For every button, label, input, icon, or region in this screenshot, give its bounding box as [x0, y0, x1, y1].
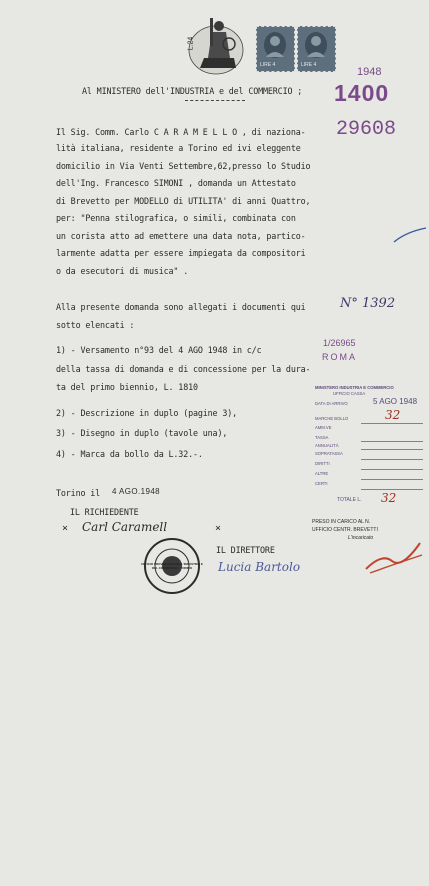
list-item: 3) - Disegno in duplo (tavole una), — [56, 428, 228, 438]
roma-stamp-city: ROMA — [322, 352, 357, 362]
body-line: dell'Ing. Francesco SIMONI , domanda un Attestato — [56, 178, 296, 188]
list-item: 2) - Descrizione in duplo (pagine 3), — [56, 408, 238, 418]
stamp-row: CERTI — [315, 481, 328, 486]
revenue-stamp-value: L.24 — [187, 36, 195, 51]
body-line: domicilio in Via Venti Settembre,62,presso lo Studio — [56, 161, 311, 171]
richiedente-label: IL RICHIEDENTE — [70, 507, 139, 517]
cross-mark: × — [215, 523, 222, 534]
list-item: 4) - Marca da bollo da L.32.-. — [56, 449, 203, 459]
attachments-line: Alla presente domanda sono allegati i documenti qui — [56, 302, 306, 312]
receipt-line: L'incaricato — [348, 535, 374, 541]
stamp-row: ALTRE — [315, 471, 329, 476]
seal-text: UFFICIO PROVINCIALE DELL'INDUSTRIA E DEL COMMERCIO · TORINO — [141, 562, 203, 570]
heading-underline — [185, 100, 245, 101]
official-seal — [143, 537, 201, 595]
direttore-label: IL DIRETTORE — [216, 545, 275, 555]
receipt-line: UFFICIO CENTR. BREVETTI — [312, 527, 378, 533]
pen-mark-icon — [392, 226, 428, 246]
body-line: un corista atto ad emettere una data nota, partico- — [56, 231, 306, 241]
stamp-row: DIRITTI — [315, 461, 330, 466]
stamp-subtitle: UFFICIO CASSA — [333, 391, 366, 396]
postage-stamp-value: LIRE 4 — [260, 62, 276, 68]
stamp-row: ANNUALITÀ — [315, 443, 339, 448]
list-item: della tassa di domanda e di concessione per la dura- — [56, 364, 311, 374]
serial-number: 29608 — [336, 118, 397, 141]
red-signature-icon — [362, 535, 426, 577]
arrival-date: 5 AGO 1948 — [373, 397, 418, 406]
attachments-line: sotto elencati : — [56, 320, 135, 330]
roma-stamp-number: 1/26965 — [323, 338, 356, 348]
portrait-icon — [257, 27, 294, 63]
revenue-stamp — [186, 14, 246, 76]
seated-figure-stamp-icon — [186, 14, 246, 76]
postage-stamp-value: LIRE 4 — [301, 62, 317, 68]
list-item: 1) - Versamento n°93 del 4 AGO 1948 in c/c — [56, 345, 262, 355]
portrait-icon — [298, 27, 335, 63]
body-line: Il Sig. Comm. Carlo C A R A M E L L O , di naziona- — [56, 127, 306, 137]
amm-label: AMM.VE — [315, 425, 332, 430]
page-title: Al MINISTERO dell'INDUSTRIA e del COMMERCIO ; — [82, 86, 303, 96]
handwritten-number: N° 1392 — [340, 296, 396, 311]
postage-stamp — [297, 26, 336, 72]
body-line: lità italiana, residente a Torino ed ivi eleggente — [56, 143, 301, 153]
registry-number: 1400 — [334, 80, 390, 106]
body-line: per: "Penna stilografica, o simili, combinata con — [56, 213, 296, 223]
office-stamp — [313, 385, 427, 505]
body-line: larmente adatta per essere impiegata da compositori — [56, 248, 306, 258]
place-date-label: Torino il — [56, 488, 101, 498]
signature-direttore: Lucia Bartolo — [218, 560, 301, 574]
stamp-title: MINISTERO INDUSTRIA E COMMERCIO — [315, 385, 394, 390]
body-line: o da esecutori di musica" . — [56, 266, 189, 276]
arrival-label: DATA DI ARRIVO — [315, 401, 348, 406]
list-item: ta del primo biennio, L. 1810 — [56, 382, 198, 392]
bollo-value: 32 — [385, 408, 401, 422]
date-stamp: 4 AGO.1948 — [112, 487, 161, 496]
body-line: di Brevetto per MODELLO di UTILITA' di anni Quattro, — [56, 196, 311, 206]
cross-mark: × — [62, 523, 69, 534]
year-stamp: 1948 — [357, 66, 382, 78]
receipt-line: PRESO IN CARICO AL N. — [312, 519, 371, 525]
total-label: TOTALE L. — [337, 497, 362, 503]
postage-stamp — [256, 26, 295, 72]
stamp-row: SOPRATASSA — [315, 451, 343, 456]
stamp-row: TASSA — [315, 435, 329, 440]
bollo-label: MARCHE BOLLO — [315, 416, 349, 421]
signature-richiedente: Carl Caramell — [82, 520, 168, 534]
total-value: 32 — [381, 491, 397, 505]
